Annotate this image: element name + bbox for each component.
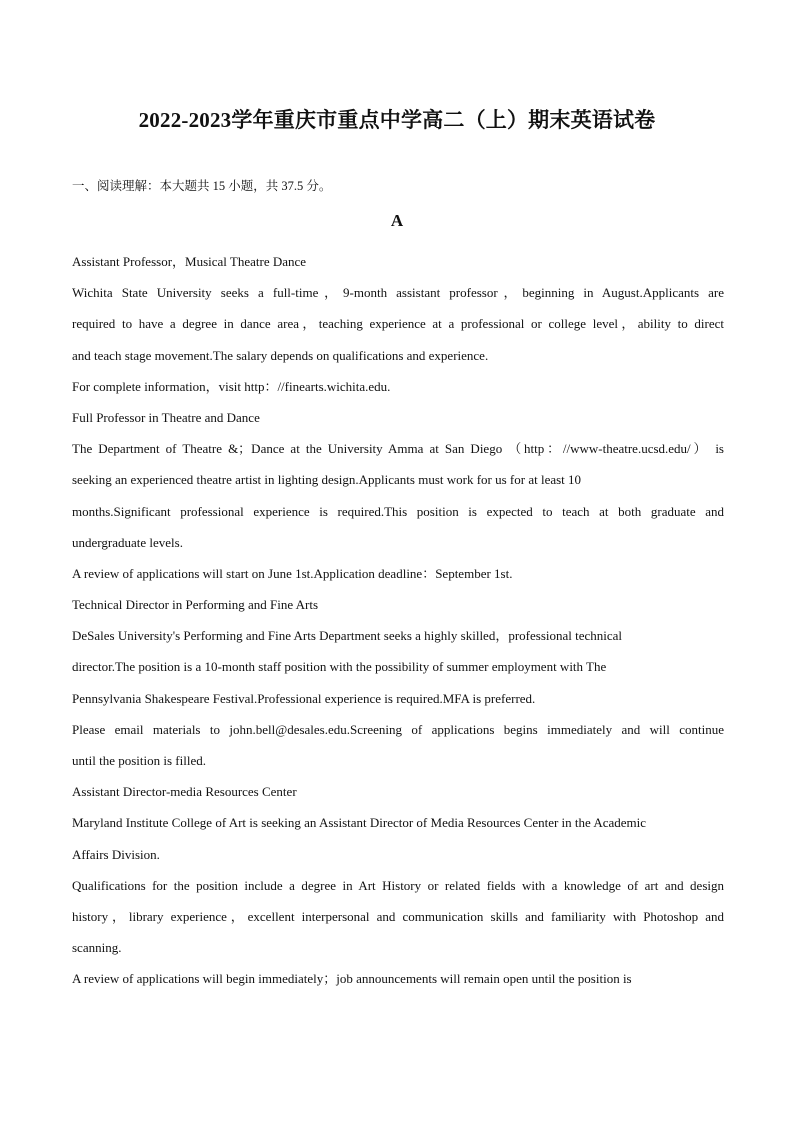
text-line: DeSales University's Performing and Fine Arts Department seeks a highly skilled，professional technical: [72, 628, 623, 644]
passage-body: [72, 246, 724, 995]
job-heading: Technical Director in Performing and Fine Arts: [72, 597, 319, 613]
text-line: director.The position is a 10-month staff position with the possibility of summer employment with The: [72, 659, 607, 675]
text-line: A review of applications will start on June 1st.Application deadline：September 1st.: [72, 565, 513, 581]
text-line: A review of applications will begin immediately；job announcements will remain open until the position is: [72, 971, 632, 987]
text-line: scanning.: [72, 940, 122, 956]
text-line: Pennsylvania Shakespeare Festival.Professional experience is required.MFA is preferred.: [72, 690, 536, 706]
exam-title: 2022-2023学年重庆市重点中学高二（上）期末英语试卷: [138, 108, 656, 132]
text-line: months.Significant professional experience is required.This position is expected to teach at both graduate and: [72, 503, 724, 519]
text-line: history，library experience，excellent interpersonal and communication skills and familiarity with Photoshop and: [72, 908, 724, 924]
passage-label: A: [390, 211, 404, 230]
text-line: For complete information，visit http：//finearts.wichita.edu.: [72, 378, 391, 394]
text-line: undergraduate levels.: [72, 534, 183, 550]
text-line: until the position is filled.: [72, 753, 206, 768]
text-line: and teach stage movement.The salary depends on qualifications and experience.: [72, 347, 489, 363]
text-line: Maryland Institute College of Art is seeking an Assistant Director of Media Resources Center in the Academic: [72, 815, 647, 831]
text-line: The Department of Theatre &；Dance at the University Amma at San Diego （http：//www-theatre.ucsd.edu/） is: [72, 441, 724, 457]
job-heading: Assistant Director-media Resources Center: [72, 784, 297, 800]
text-line: Qualifications for the position include a degree in Art History or related fields with a knowledge of art and design: [72, 877, 724, 893]
job-heading: Assistant Professor，Musical Theatre Dance: [72, 254, 307, 269]
text-line: Affairs Division.: [72, 846, 160, 862]
section-heading: 一、阅读理解：本大题共 15 小题，共 37.5 分。: [72, 179, 332, 193]
text-line: Please email materials to john.bell@desales.edu.Screening of applications begins immediately and will continue: [72, 721, 724, 737]
text-line: Wichita State University seeks a full-time，9-month assistant professor，beginning in August.Applicants are: [72, 285, 724, 301]
text-line: required to have a degree in dance area，teaching experience at a professional or college level，ability to direct: [72, 316, 724, 332]
text-line: seeking an experienced theatre artist in lighting design.Applicants must work for us for at least 10: [72, 472, 582, 488]
job-heading: Full Professor in Theatre and Dance: [72, 409, 260, 425]
